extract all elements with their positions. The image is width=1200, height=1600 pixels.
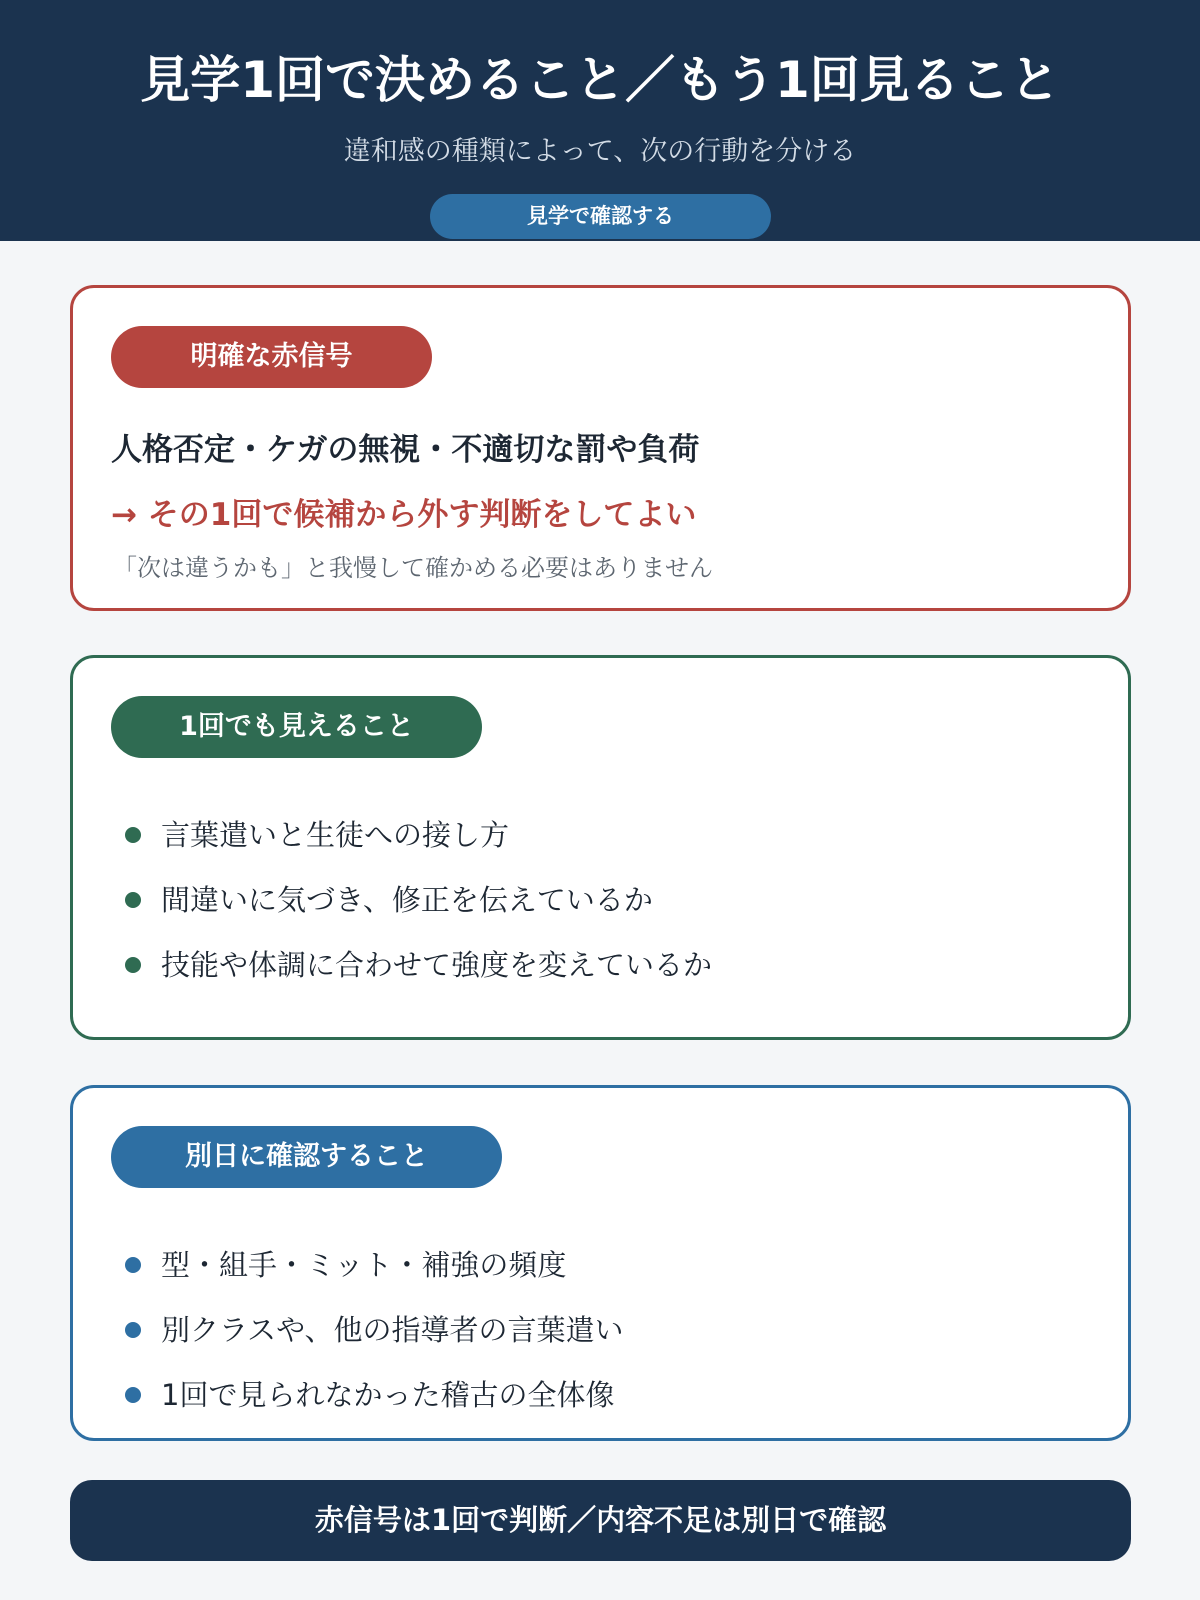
list-item — [125, 1373, 624, 1438]
bullet-dot-icon — [125, 892, 141, 908]
list-item-text: 型・組手・ミット・補強の頻度 — [161, 1248, 567, 1282]
page-subtitle: 違和感の種類によって、次の行動を分ける — [343, 136, 857, 167]
bullet-dot-icon — [125, 827, 141, 843]
list-item-text: 間違いに気づき、修正を伝えているか — [161, 883, 653, 917]
list-item — [125, 813, 712, 878]
list-item — [125, 878, 712, 943]
list-item — [125, 1308, 624, 1373]
check-another-day-list — [125, 1243, 624, 1438]
visible-once-label: 1回でも見えること — [111, 696, 482, 758]
list-item-text: 1回で見られなかった稽古の全体像 — [161, 1378, 615, 1412]
bullet-dot-icon — [125, 957, 141, 973]
visible-once-card — [70, 655, 1131, 1040]
bullet-dot-icon — [125, 1322, 141, 1338]
list-item-text: 技能や体調に合わせて強度を変えているか — [161, 948, 713, 982]
red-flag-conclusion: → その1回で候補から外す判断をしてよい — [111, 497, 697, 533]
list-item — [125, 943, 712, 1008]
header-pill-badge: 見学で確認する — [430, 194, 771, 239]
list-item-text: 別クラスや、他の指導者の言葉遣い — [161, 1313, 624, 1347]
list-item-text: 言葉遣いと生徒への接し方 — [161, 818, 510, 852]
page-title: 見学1回で決めること／もう1回見ること — [140, 51, 1060, 109]
check-another-day-label: 別日に確認すること — [111, 1126, 502, 1188]
bullet-dot-icon — [125, 1257, 141, 1273]
list-item — [125, 1243, 624, 1308]
visible-once-list — [125, 813, 712, 1008]
check-another-day-card — [70, 1085, 1131, 1441]
summary-footer: 赤信号は1回で判断／内容不足は別日で確認 — [70, 1480, 1131, 1561]
bullet-dot-icon — [125, 1387, 141, 1403]
red-flag-card — [70, 285, 1131, 611]
red-flag-heading: 人格否定・ケガの無視・不適切な罰や負荷 — [111, 432, 700, 468]
red-flag-note: 「次は違うかも」と我慢して確かめる必要はありません — [113, 554, 713, 582]
red-flag-label: 明確な赤信号 — [111, 326, 432, 388]
header-banner — [0, 0, 1200, 241]
